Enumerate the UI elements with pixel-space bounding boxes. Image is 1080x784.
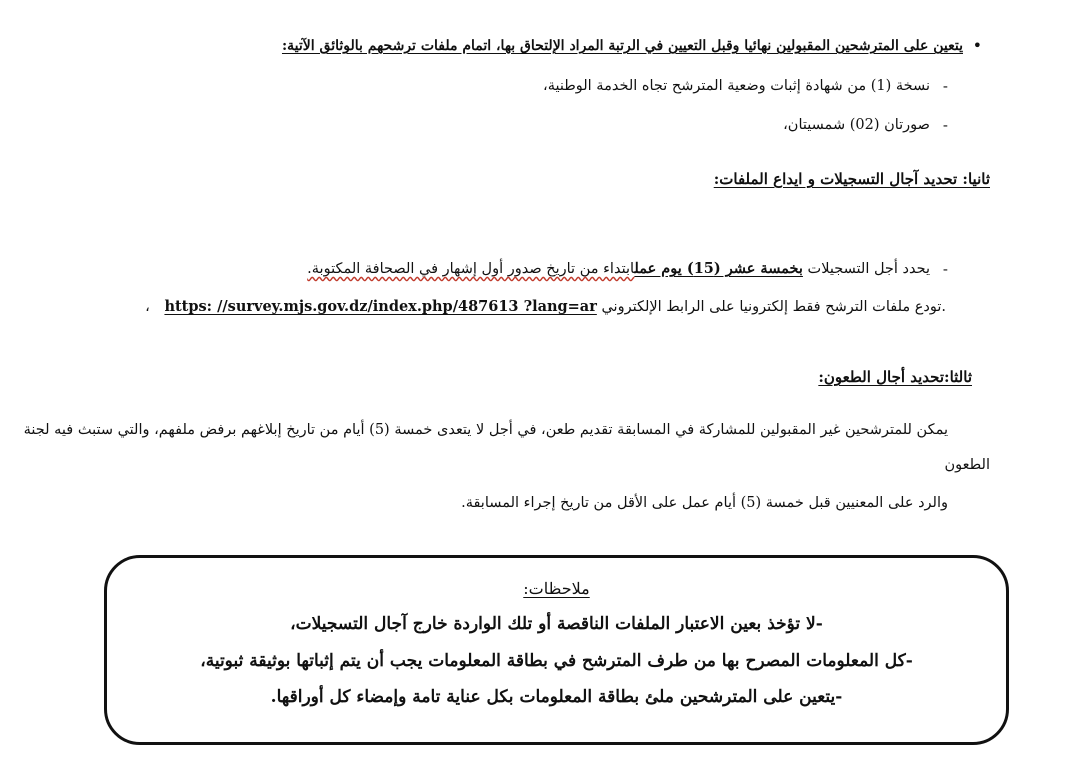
deadline-suffix: ابتداء من تاريخ صدور أول إشهار في الصحافة المكتوبة.	[307, 261, 635, 277]
note-item-1: -لا تؤخذ بعين الاعتبار الملفات الناقصة أو تلك الواردة خارج آجال التسجيلات،	[290, 614, 823, 634]
dash-marker: -	[942, 260, 948, 278]
submission-text: .تودع ملفات الترشح فقط إلكترونيا على الرابط الإلكتروني	[601, 299, 946, 315]
section-three-heading: ثالثا:تحديد أجال الطعون:	[818, 368, 972, 386]
intro-item-2: صورتان (02) شمسيتان،	[783, 117, 930, 133]
dash-marker: -	[942, 116, 948, 134]
registration-deadline-line	[307, 259, 930, 279]
section-two-heading: ثانيا: تحديد آجال التسجيلات و ايداع الملفات:	[713, 170, 990, 188]
dash-marker: -	[942, 77, 948, 95]
notes-title: ملاحظات:	[523, 579, 590, 598]
intro-heading: يتعين على المترشحين المقبولين نهائيا وقبل التعيين في الرتبة المراد الإلتحاق بها، اتمام ملفات ترشحهم بالوثائق الآتية:	[281, 38, 963, 54]
survey-link[interactable]: https: //survey.mjs.gov.dz/index.php/487613 ?lang=ar	[164, 298, 597, 315]
deadline-duration: بخمسة عشر (15) يوم عمل	[634, 260, 803, 277]
intro-item-1: نسخة (1) من شهادة إثبات وضعية المترشح تجاه الخدمة الوطنية،	[543, 78, 930, 94]
appeals-paragraph-line-2: الطعون	[944, 457, 990, 473]
appeals-paragraph-line-1: يمكن للمترشحين غير المقبولين للمشاركة في المسابقة تقديم طعن، في أجل لا يتعدى خمسة (5) أيام من تاريخ إبلاغهم برفض ملفهم، والتي ستبث فيه لجنة	[23, 422, 948, 438]
appeals-paragraph-line-3: والرد على المعنيين قبل خمسة (5) أيام عمل على الأقل من تاريخ إجراء المسابقة.	[461, 495, 948, 511]
note-item-2: -كل المعلومات المصرح بها من طرف المترشح في بطاقة المعلومات يجب أن يتم إثباتها بوثيقة ثبوتية،	[200, 651, 913, 671]
note-item-3: -يتعين على المترشحين ملئ بطاقة المعلومات بكل عناية تامة وإمضاء كل أوراقها.	[270, 687, 843, 707]
notes-box	[104, 555, 1009, 745]
deadline-prefix: يحدد أجل التسجيلات	[802, 261, 930, 277]
bullet-marker: •	[972, 36, 982, 55]
submission-comma: ،	[145, 299, 150, 315]
submission-line	[145, 297, 946, 317]
